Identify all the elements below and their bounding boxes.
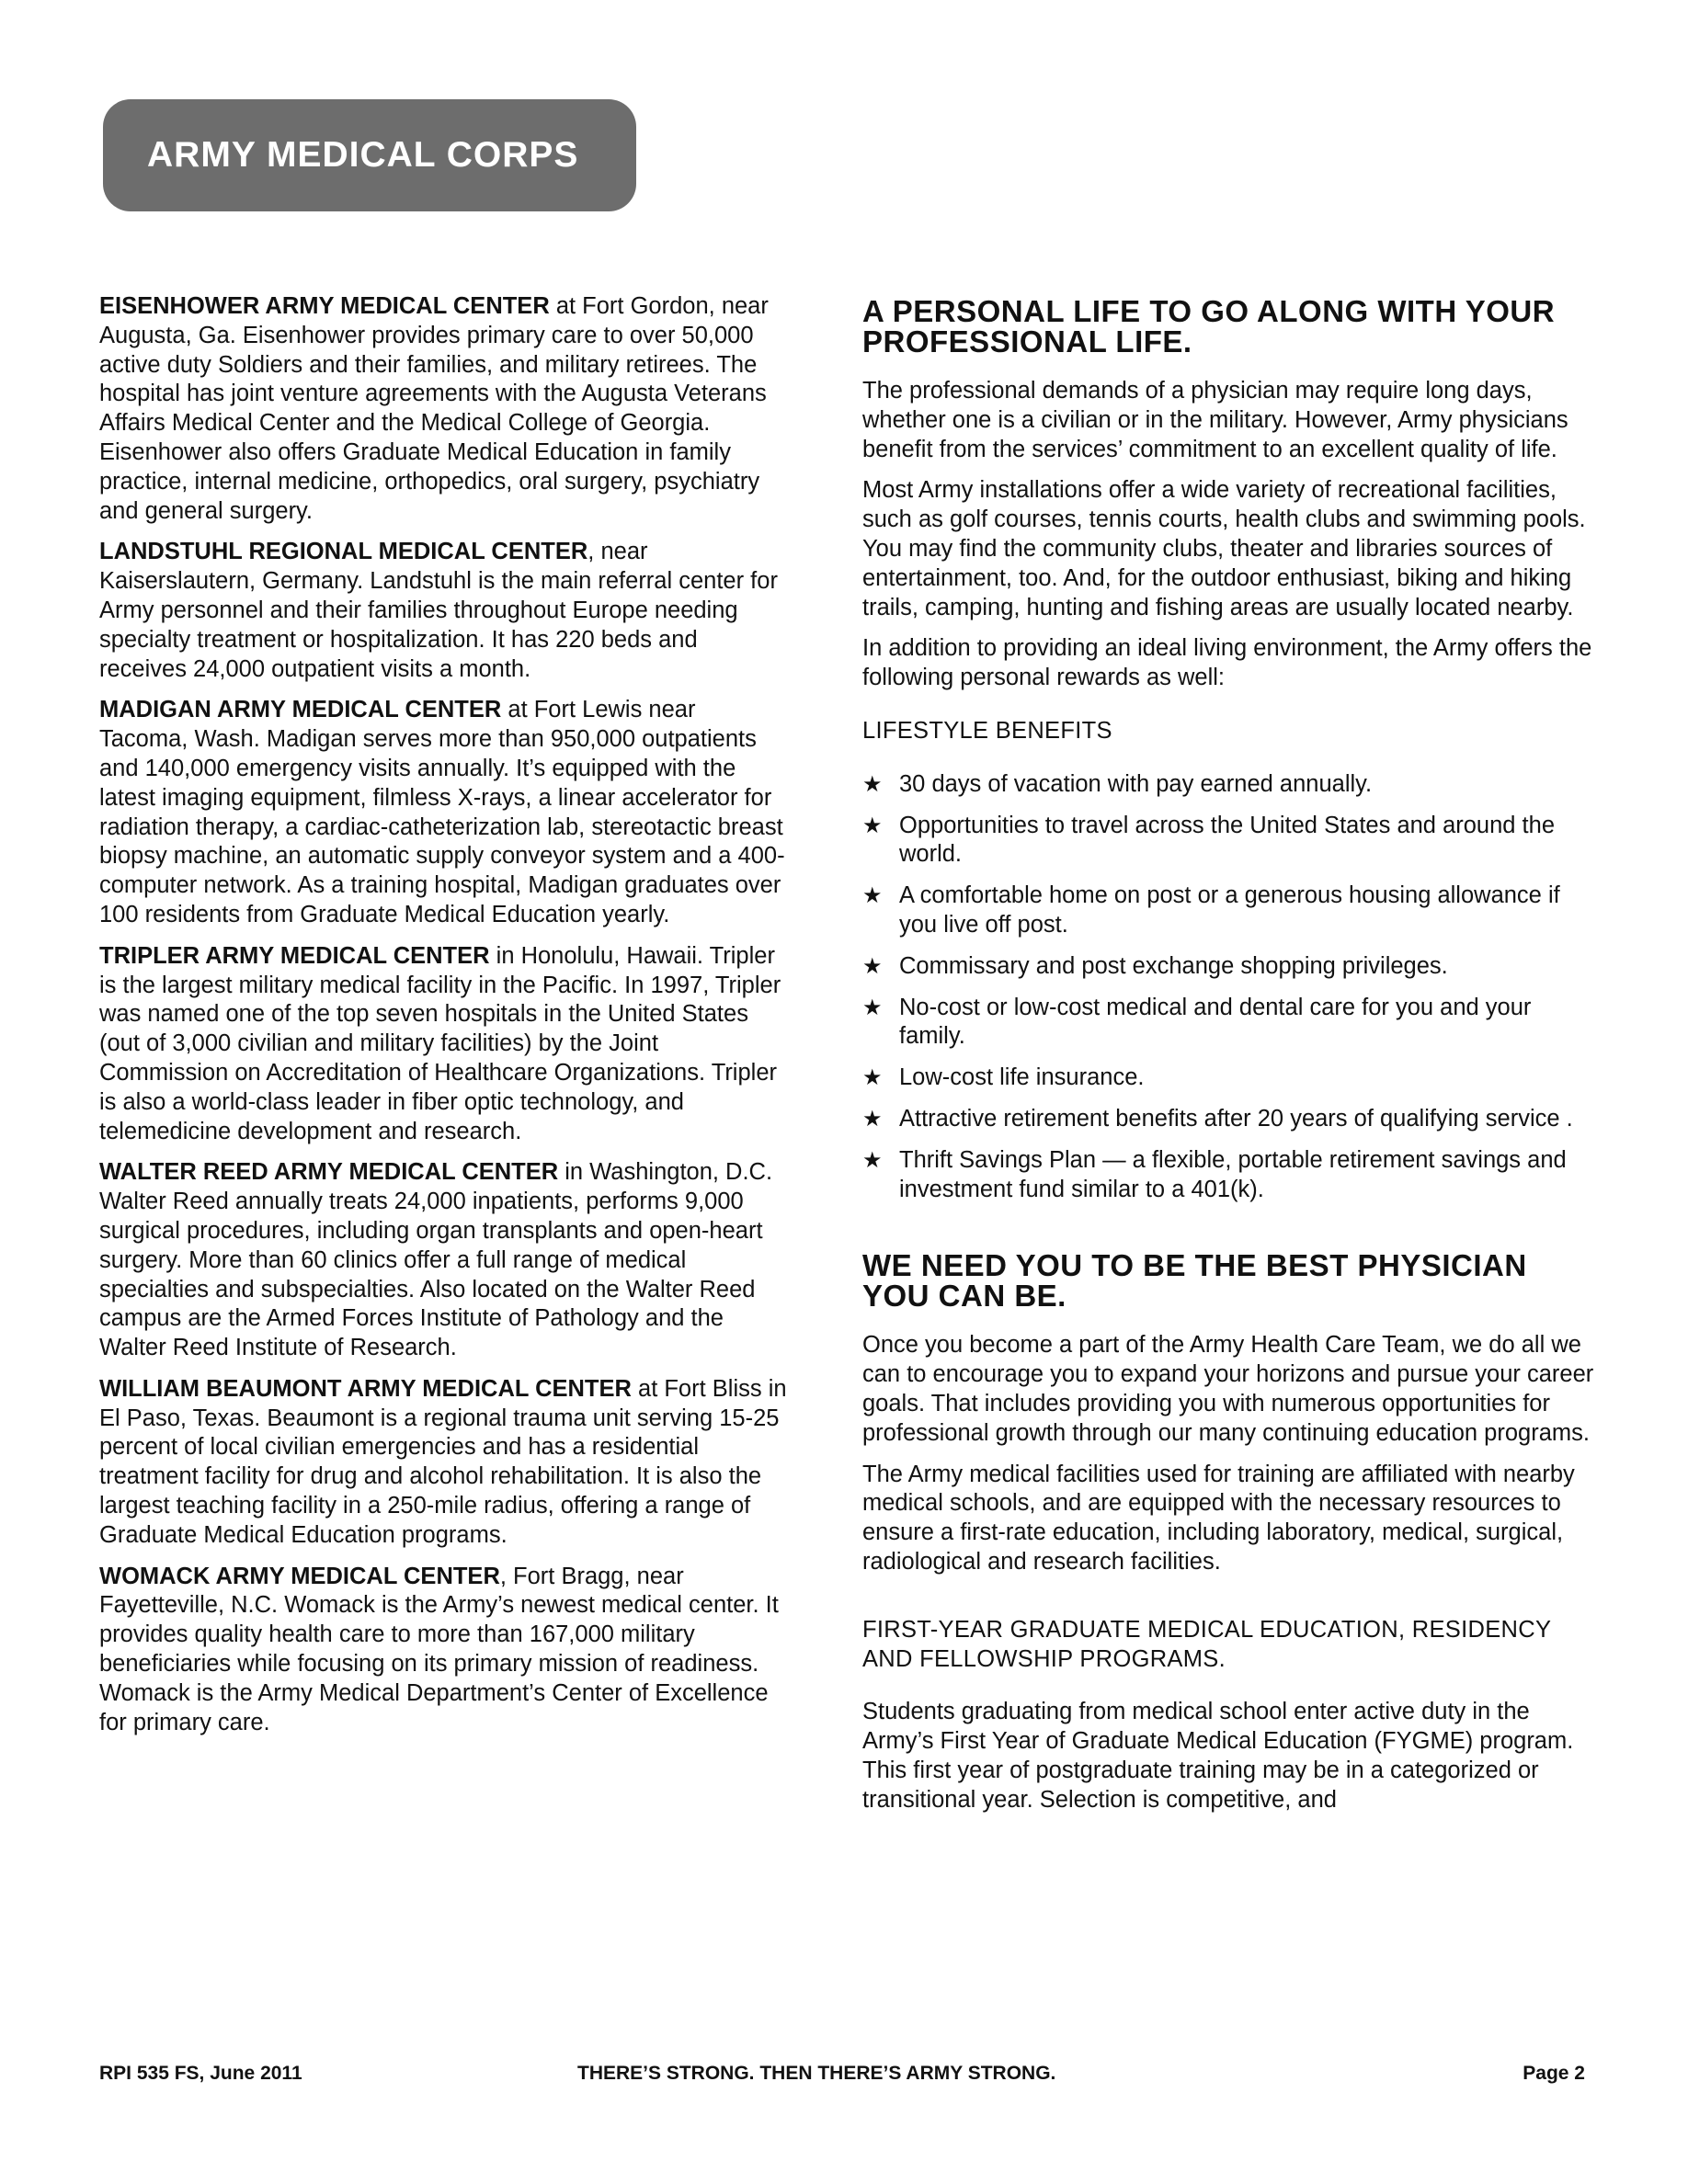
body-paragraph: Most Army installations offer a wide variety of recreational facilities, such as golf courses, tennis courts, health clubs and swimming pools. You may find the community clubs, theater and libraries sources of entertainment, too. And, for the outdoor enthusiast, biking and hiking trails, camping, hunting and fishing areas are usually located nearby. [862, 477, 1586, 620]
body-paragraph: The Army medical facilities used for training are affiliated with nearby medical schools, and are equipped with the necessary resources to ensure a first-rate education, including laboratory, medical, surgical, radiological and research facilities. [862, 1461, 1575, 1575]
benefit-text: Attractive retirement benefits after 20 years of qualifying service . [899, 1105, 1573, 1132]
benefit-text: A comfortable home on post or a generous housing allowance if you live off post. [899, 882, 1560, 938]
lifestyle-benefits-subheading: LIFESTYLE BENEFITS [862, 717, 1112, 744]
benefit-item [862, 952, 1598, 982]
medical-center-entry [99, 942, 789, 1147]
medical-center-entry [99, 538, 789, 684]
benefit-text: Opportunities to travel across the United States and around the world. [899, 812, 1556, 868]
fygme-subheading: FIRST-YEAR GRADUATE MEDICAL EDUCATION, RESIDENCY AND FELLOWSHIP PROGRAMS. [862, 1616, 1551, 1672]
star-bullet-icon: ★ [862, 1147, 883, 1173]
medical-center-description: in Honolulu, Hawaii. Tripler is the largest military medical facility in the Pacific. In 1997, Tripler was named one of the top seven hospitals in the United States (out of 3,000 civilian and military facilities) by the Joint Commission on Accreditation of Healthcare Organizations. Tripler is also a world-class leader in fiber optic technology, and telemedicine development and research. [99, 942, 781, 1144]
medical-center-description: , near Kaiserslautern, Germany. Landstuhl is the main referral center for Army personnel and their families throughout Europe needing specialty treatment or hospitalization. It has 220 beds and receives 24,000 outpatient visits a month. [99, 539, 778, 682]
medical-center-name: TRIPLER ARMY MEDICAL CENTER [99, 942, 490, 969]
benefits-list [862, 770, 1598, 1205]
benefit-item [862, 1146, 1598, 1205]
benefit-item [862, 1105, 1598, 1134]
benefit-text: Commissary and post exchange shopping privileges. [899, 952, 1448, 979]
footer-page-number: Page 2 [1523, 2063, 1585, 2084]
star-bullet-icon: ★ [862, 883, 883, 909]
star-bullet-icon: ★ [862, 771, 883, 797]
body-paragraph: Students graduating from medical school enter active duty in the Army’s First Year of Graduate Medical Education (FYGME) program. This first year of postgraduate training may be in a categorized or transitional year. Selection is competitive, and [862, 1699, 1574, 1813]
medical-center-description: at Fort Gordon, near Augusta, Ga. Eisenhower provides primary care to over 50,000 active duty Soldiers and their families, and military retirees. The hospital has joint venture agreements with the Augusta Veterans Affairs Medical Center and the Medical College of Georgia. Eisenhower also offers Graduate Medical Education in family practice, internal medicine, orthopedics, oral surgery, psychiatry and general surgery. [99, 293, 769, 524]
medical-center-name: WILLIAM BEAUMONT ARMY MEDICAL CENTER [99, 1375, 632, 1402]
section-heading-personal-life: A PERSONAL LIFE TO GO ALONG WITH YOUR PROFESSIONAL LIFE. [862, 294, 1556, 358]
medical-center-description: , Fort Bragg, near Fayetteville, N.C. Womack is the Army’s newest medical center. It provides quality health care to more than 167,000 military beneficiaries while focusing on its primary mission of readiness. Womack is the Army Medical Department’s Center of Excellence for primary care. [99, 1563, 779, 1735]
medical-center-description: in Washington, D.C. Walter Reed annually treats 24,000 inpatients, performs 9,000 surgical procedures, including organ transplants and open-heart surgery. More than 60 clinics offer a full range of medical specialties and subspecialties. Also located on the Walter Reed campus are the Armed Forces Institute of Pathology and the Walter Reed Institute of Research. [99, 1159, 773, 1361]
medical-center-name: EISENHOWER ARMY MEDICAL CENTER [99, 293, 550, 319]
medical-center-description: at Fort Lewis near Tacoma, Wash. Madigan serves more than 950,000 outpatients and 140,000 emergency visits annually. It’s equipped with the latest imaging equipment, filmless X-rays, a linear accelerator for radiation therapy, a cardiac-catheterization lab, stereotactic breast biopsy machine, an automatic supply conveyor system and a 400-computer network. As a training hospital, Madigan graduates over 100 residents from Graduate Medical Education yearly. [99, 697, 785, 927]
footer-doc-id: RPI 535 FS, June 2011 [99, 2063, 302, 2084]
body-paragraph: The professional demands of a physician may require long days, whether one is a civilian or in the military. However, Army physicians benefit from the services’ commitment to an excellent quality of life. [862, 378, 1568, 462]
benefit-item [862, 994, 1598, 1052]
star-bullet-icon: ★ [862, 1106, 883, 1132]
medical-center-name: MADIGAN ARMY MEDICAL CENTER [99, 697, 502, 723]
medical-center-name: WALTER REED ARMY MEDICAL CENTER [99, 1159, 559, 1186]
star-bullet-icon: ★ [862, 1065, 883, 1091]
benefit-text: 30 days of vacation with pay earned annually. [899, 770, 1373, 797]
star-bullet-icon: ★ [862, 995, 883, 1020]
star-bullet-icon: ★ [862, 813, 883, 838]
footer-slogan: THERE’S STRONG. THEN THERE’S ARMY STRONG. [577, 2063, 1056, 2084]
medical-center-name: WOMACK ARMY MEDICAL CENTER [99, 1563, 500, 1589]
benefit-text: No-cost or low-cost medical and dental care for you and your family. [899, 994, 1532, 1050]
benefit-text: Thrift Savings Plan — a flexible, portable retirement savings and investment fund similar to a 401(k). [899, 1146, 1567, 1202]
benefit-text: Low-cost life insurance. [899, 1064, 1145, 1091]
benefit-item [862, 812, 1598, 870]
benefit-item [862, 1064, 1598, 1093]
medical-center-entry [99, 1375, 789, 1551]
medical-center-description: at Fort Bliss in El Paso, Texas. Beaumont is a regional trauma unit serving 15-25 percent of local civilian emergencies and has a residential treatment facility for drug and alcohol rehabilitation. It is also the largest teaching facility in a 250-mile radius, offering a range of Graduate Medical Education programs. [99, 1375, 787, 1548]
medical-center-entry [99, 1158, 789, 1363]
banner-title: ARMY MEDICAL CORPS [147, 135, 579, 175]
medical-center-name: LANDSTUHL REGIONAL MEDICAL CENTER [99, 539, 588, 565]
body-paragraph: In addition to providing an ideal living environment, the Army offers the following personal rewards as well: [862, 635, 1592, 691]
medical-center-entry [99, 696, 789, 929]
body-paragraph: Once you become a part of the Army Health Care Team, we do all we can to encourage you to expand your horizons and pursue your career goals. That includes providing you with numerous opportunities for professional growth through our many continuing education programs. [862, 1332, 1594, 1446]
section-banner [103, 99, 636, 211]
benefit-item [862, 770, 1598, 800]
medical-center-entry [99, 292, 789, 526]
benefit-item [862, 882, 1598, 940]
section-heading-best-physician: WE NEED YOU TO BE THE BEST PHYSICIAN YOU CAN BE. [862, 1248, 1527, 1314]
left-column [99, 292, 789, 1749]
medical-center-entry [99, 1563, 789, 1738]
right-column [862, 296, 1598, 1826]
star-bullet-icon: ★ [862, 953, 883, 979]
